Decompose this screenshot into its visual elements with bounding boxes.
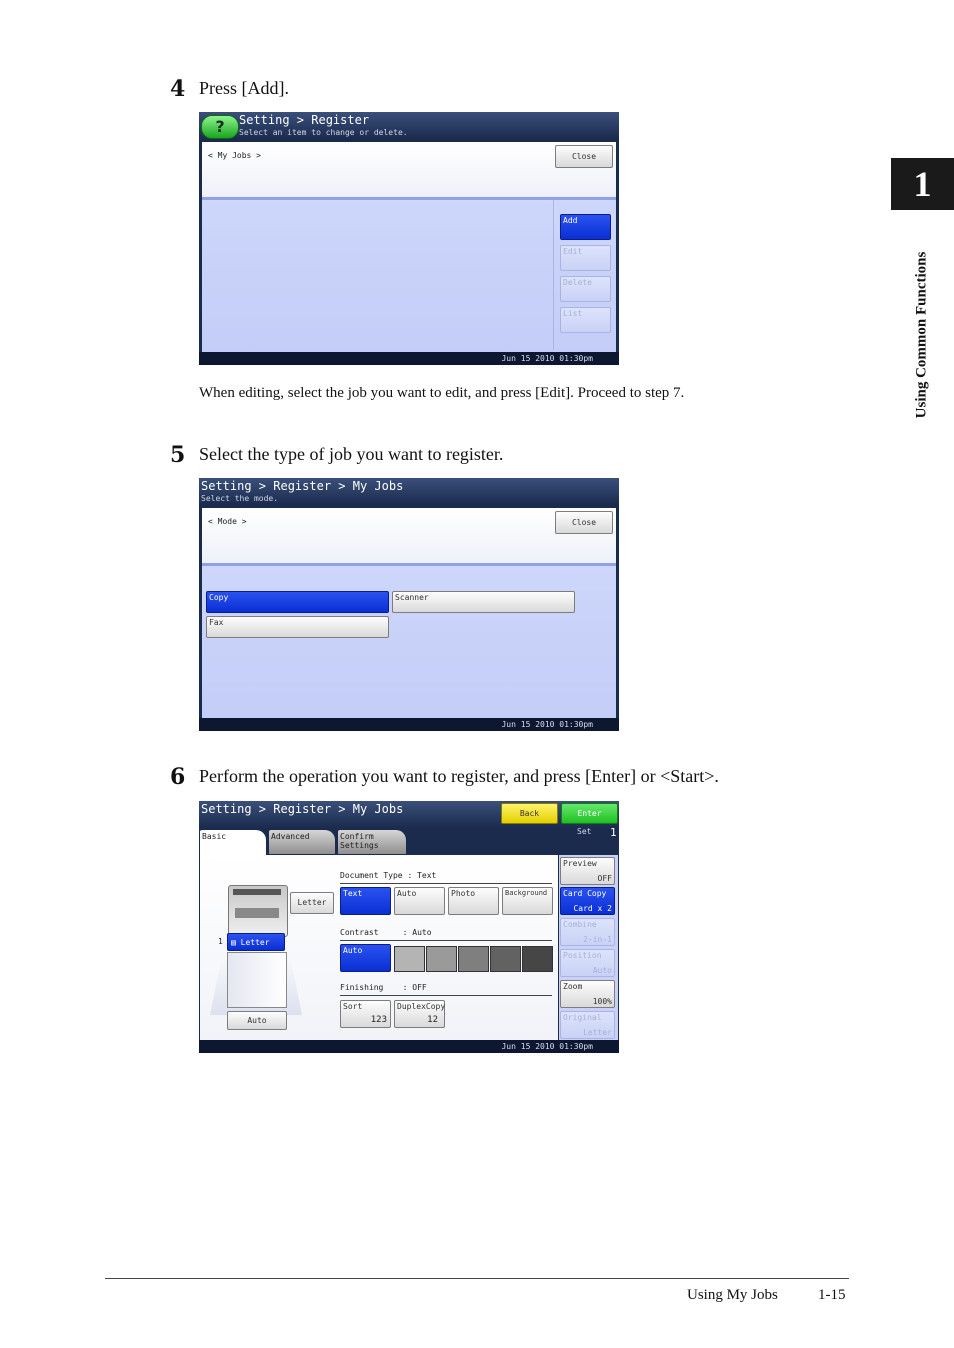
mode-area [202, 566, 616, 718]
breadcrumb: < Mode > [208, 517, 247, 526]
document-type-value: Text [417, 871, 437, 880]
page-number: 1-15 [818, 1287, 846, 1303]
copy-settings-screen [199, 801, 619, 1053]
fax-mode-button[interactable]: Fax [206, 616, 389, 638]
combine-button[interactable] [560, 918, 615, 946]
set-label: Set [577, 827, 592, 836]
original-button[interactable] [560, 1011, 615, 1039]
preview-button[interactable] [560, 857, 615, 885]
tab-strip [199, 826, 619, 855]
tray-number: 1 [218, 937, 223, 946]
doc-type-background-button[interactable]: Background [502, 887, 553, 915]
card-copy-value: Card x 2 [573, 904, 612, 913]
doc-type-photo-button[interactable]: Photo [448, 887, 499, 915]
close-button[interactable]: Close [555, 511, 613, 534]
footer-section: Using My Jobs [687, 1287, 778, 1303]
card-copy-button[interactable] [560, 887, 615, 915]
finishing-label: Finishing : OFF [340, 983, 427, 992]
contrast-value: Auto [412, 928, 432, 937]
zoom-button[interactable] [560, 980, 615, 1008]
job-list-area [202, 200, 616, 352]
combine-label: Combine [563, 920, 597, 929]
zoom-value: 100% [592, 997, 612, 1006]
step-4-note: When editing, select the job you want to edit, and press [Edit]. Proceed to step 7. [199, 385, 685, 401]
auto-paper-button[interactable]: Auto [227, 1011, 287, 1030]
copier-body-icon [228, 885, 288, 937]
card-copy-label: Card Copy [563, 889, 607, 898]
divider [553, 200, 554, 350]
step-5-text: Select the type of job you want to register. [199, 444, 504, 464]
contrast-level-1[interactable] [394, 946, 425, 972]
add-button[interactable]: Add [560, 214, 611, 240]
edit-button[interactable]: Edit [560, 245, 611, 271]
position-button[interactable] [560, 949, 615, 977]
breadcrumb: < My Jobs > [208, 151, 261, 160]
back-button[interactable]: Back [501, 803, 558, 824]
paper-size-button[interactable]: Letter [290, 892, 334, 914]
screen-title: Setting > Register > My Jobs [201, 802, 404, 816]
sort-icon: 123 [370, 1015, 387, 1025]
screen-title: Setting > Register [239, 113, 370, 127]
document-type-label: Document Type : Text [340, 871, 437, 880]
sort-button[interactable]: Sort 123 [340, 1000, 391, 1028]
status-bar [199, 718, 619, 731]
register-screen [199, 112, 619, 365]
help-button[interactable]: ? [201, 115, 239, 139]
screen-title: Setting > Register > My Jobs [201, 479, 404, 493]
list-button[interactable]: List [560, 307, 611, 333]
mode-screen [199, 478, 619, 731]
zoom-label: Zoom [563, 982, 583, 991]
duplex-icon: 12 [427, 1015, 438, 1025]
basic-panel [200, 855, 558, 1040]
settings-sidebar [559, 855, 618, 1040]
step-4-text: Press [Add]. [199, 78, 289, 98]
screen-subtitle: Select the mode. [201, 494, 279, 503]
close-button[interactable]: Close [555, 145, 613, 168]
step-6-number: 6 [170, 764, 186, 790]
status-bar [199, 352, 619, 365]
tab-basic[interactable]: Basic [200, 830, 266, 857]
screen-subtitle: Select an item to change or delete. [239, 128, 408, 137]
doc-type-auto-button[interactable]: Auto [394, 887, 445, 915]
breadcrumb-panel [202, 142, 616, 197]
divider [340, 883, 552, 884]
set-count: 1 [610, 826, 617, 839]
tray-label: Letter [240, 938, 270, 947]
original-label: Original [563, 1013, 602, 1022]
screen-header [199, 112, 619, 140]
preview-label: Preview [563, 859, 597, 868]
contrast-level-3[interactable] [458, 946, 489, 972]
paper-tray-icon [227, 952, 287, 1008]
tab-confirm-settings[interactable]: Confirm Settings [338, 830, 406, 854]
divider [340, 940, 552, 941]
divider [340, 995, 552, 996]
step-5-number: 5 [170, 442, 186, 468]
footer-rule [105, 1278, 849, 1279]
finishing-value: OFF [412, 983, 427, 992]
chapter-side-label: Using Common Functions [913, 251, 930, 418]
chapter-tab: 1 [891, 158, 954, 210]
duplex-copy-button[interactable]: DuplexCopy 12 [394, 1000, 445, 1028]
breadcrumb-panel [202, 508, 616, 563]
tray-1-button[interactable]: ▤ Letter [227, 933, 285, 951]
position-value: Auto [592, 966, 612, 975]
scanner-mode-button[interactable]: Scanner [392, 591, 575, 613]
preview-value: OFF [597, 874, 612, 883]
contrast-level-5[interactable] [522, 946, 553, 972]
step-4-number: 4 [170, 76, 186, 102]
combine-value: 2-in-1 [583, 935, 612, 944]
copy-mode-button[interactable]: Copy [206, 591, 389, 613]
status-bar [199, 1040, 619, 1053]
datetime: Jun 15 2010 01:30pm [501, 1042, 593, 1051]
position-label: Position [563, 951, 602, 960]
enter-button[interactable]: Enter [561, 803, 618, 824]
contrast-label: Contrast : Auto [340, 928, 432, 937]
datetime: Jun 15 2010 01:30pm [501, 720, 593, 729]
step-6-text: Perform the operation you want to register, and press [Enter] or <Start>. [199, 766, 719, 786]
contrast-level-2[interactable] [426, 946, 457, 972]
original-value: Letter [583, 1028, 612, 1037]
screen-header [199, 801, 619, 829]
screen-header [199, 478, 619, 506]
doc-type-text-button[interactable]: Text [340, 887, 391, 915]
delete-button[interactable]: Delete [560, 276, 611, 302]
tab-advanced[interactable]: Advanced [269, 830, 335, 854]
datetime: Jun 15 2010 01:30pm [501, 354, 593, 363]
contrast-auto-button[interactable]: Auto [340, 944, 391, 972]
contrast-level-4[interactable] [490, 946, 521, 972]
